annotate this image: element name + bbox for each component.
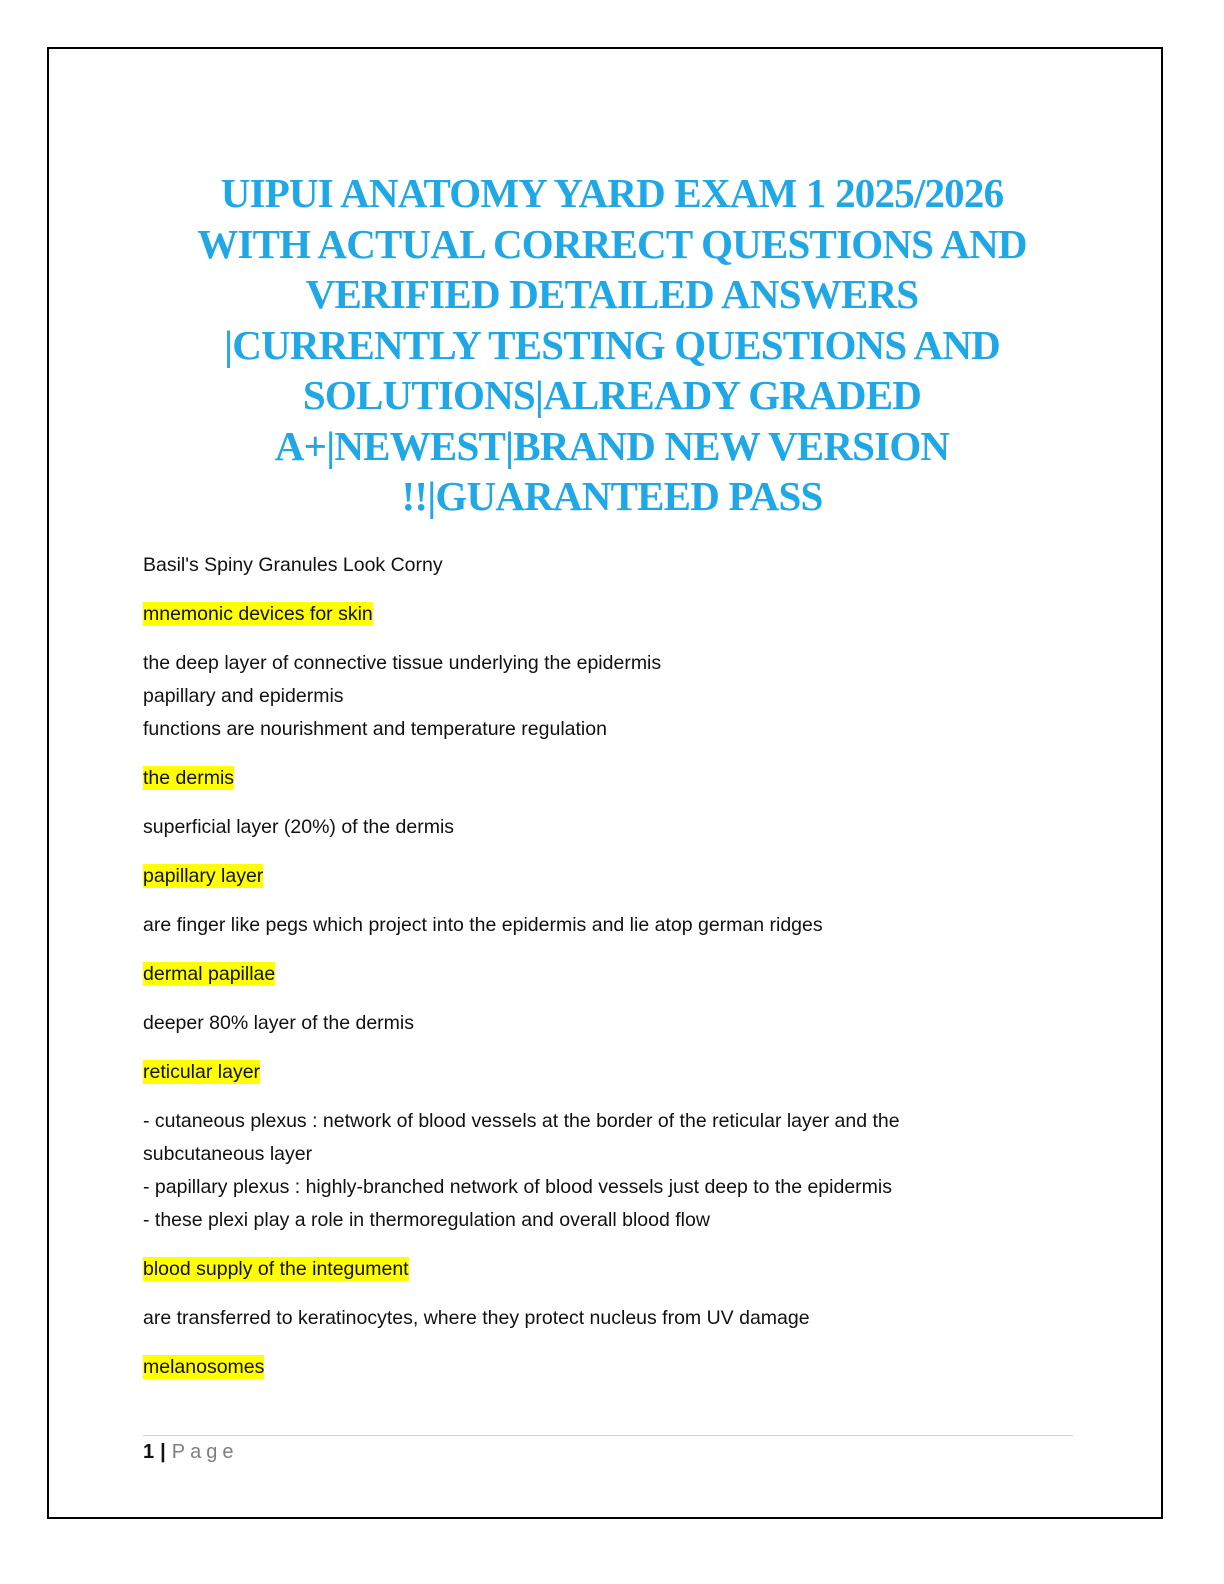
term-line	[143, 860, 1043, 893]
highlighted-term: the dermis	[143, 767, 235, 789]
answer-line: functions are nourishment and temperature regulation	[143, 718, 607, 740]
document-title	[120, 168, 1104, 522]
term-block	[143, 1253, 1043, 1286]
footer-divider	[143, 1435, 1073, 1436]
answer-block	[143, 909, 1043, 942]
answer-line: are finger like pegs which project into the epidermis and lie atop german ridges	[143, 914, 823, 936]
title-line: WITH ACTUAL CORRECT QUESTIONS AND	[197, 220, 1027, 267]
answer-line: - these plexi play a role in thermoregulation and overall blood flow	[143, 1209, 710, 1231]
answer-block	[143, 1007, 1043, 1040]
answer-line: Basil's Spiny Granules Look Corny	[143, 554, 443, 576]
title-line: VERIFIED DETAILED ANSWERS	[305, 271, 919, 317]
term-line	[143, 762, 1043, 795]
page-number: 1	[143, 1441, 155, 1463]
answer-block	[143, 1105, 1043, 1237]
highlighted-term: reticular layer	[143, 1061, 261, 1083]
answer-block	[143, 647, 1043, 746]
term-line	[143, 1351, 1043, 1384]
term-block	[143, 762, 1043, 795]
answer-line: deeper 80% layer of the dermis	[143, 1012, 414, 1034]
answer-line: papillary and epidermis	[143, 685, 344, 707]
highlighted-term: melanosomes	[143, 1356, 265, 1378]
term-line	[143, 598, 1043, 631]
term-line	[143, 958, 1043, 991]
title-line: |CURRENTLY TESTING QUESTIONS AND	[224, 321, 1000, 368]
page-label: Page	[171, 1441, 239, 1463]
page-footer	[143, 1441, 238, 1464]
highlighted-term: blood supply of the integument	[143, 1258, 409, 1280]
highlighted-term: papillary layer	[143, 865, 264, 887]
answer-line: the deep layer of connective tissue underlying the epidermis	[143, 652, 662, 674]
answer-block	[143, 1302, 1043, 1335]
answer-line: - cutaneous plexus : network of blood vessels at the border of the reticular layer and the	[143, 1110, 900, 1132]
term-block	[143, 598, 1043, 631]
term-line	[143, 1056, 1043, 1089]
title-line: !!|GUARANTEED PASS	[401, 473, 823, 519]
term-line	[143, 1253, 1043, 1286]
answer-line: are transferred to keratinocytes, where they protect nucleus from UV damage	[143, 1307, 810, 1329]
answer-block	[143, 811, 1043, 844]
answer-line: subcutaneous layer	[143, 1143, 313, 1165]
title-line: UIPUI ANATOMY YARD EXAM 1 2025/2026	[220, 170, 1004, 216]
answer-line: - papillary plexus : highly-branched network of blood vessels just deep to the epidermis	[143, 1176, 892, 1198]
term-block	[143, 1056, 1043, 1089]
highlighted-term: dermal papillae	[143, 963, 276, 985]
term-block	[143, 860, 1043, 893]
highlighted-term: mnemonic devices for skin	[143, 603, 373, 625]
footer-separator: |	[160, 1441, 166, 1463]
term-block	[143, 1351, 1043, 1384]
document-body	[143, 549, 1043, 1400]
answer-line: superficial layer (20%) of the dermis	[143, 816, 455, 838]
term-block	[143, 958, 1043, 991]
answer-block	[143, 549, 1043, 582]
title-line: SOLUTIONS|ALREADY GRADED	[302, 372, 922, 418]
title-line: A+|NEWEST|BRAND NEW VERSION	[274, 422, 950, 469]
